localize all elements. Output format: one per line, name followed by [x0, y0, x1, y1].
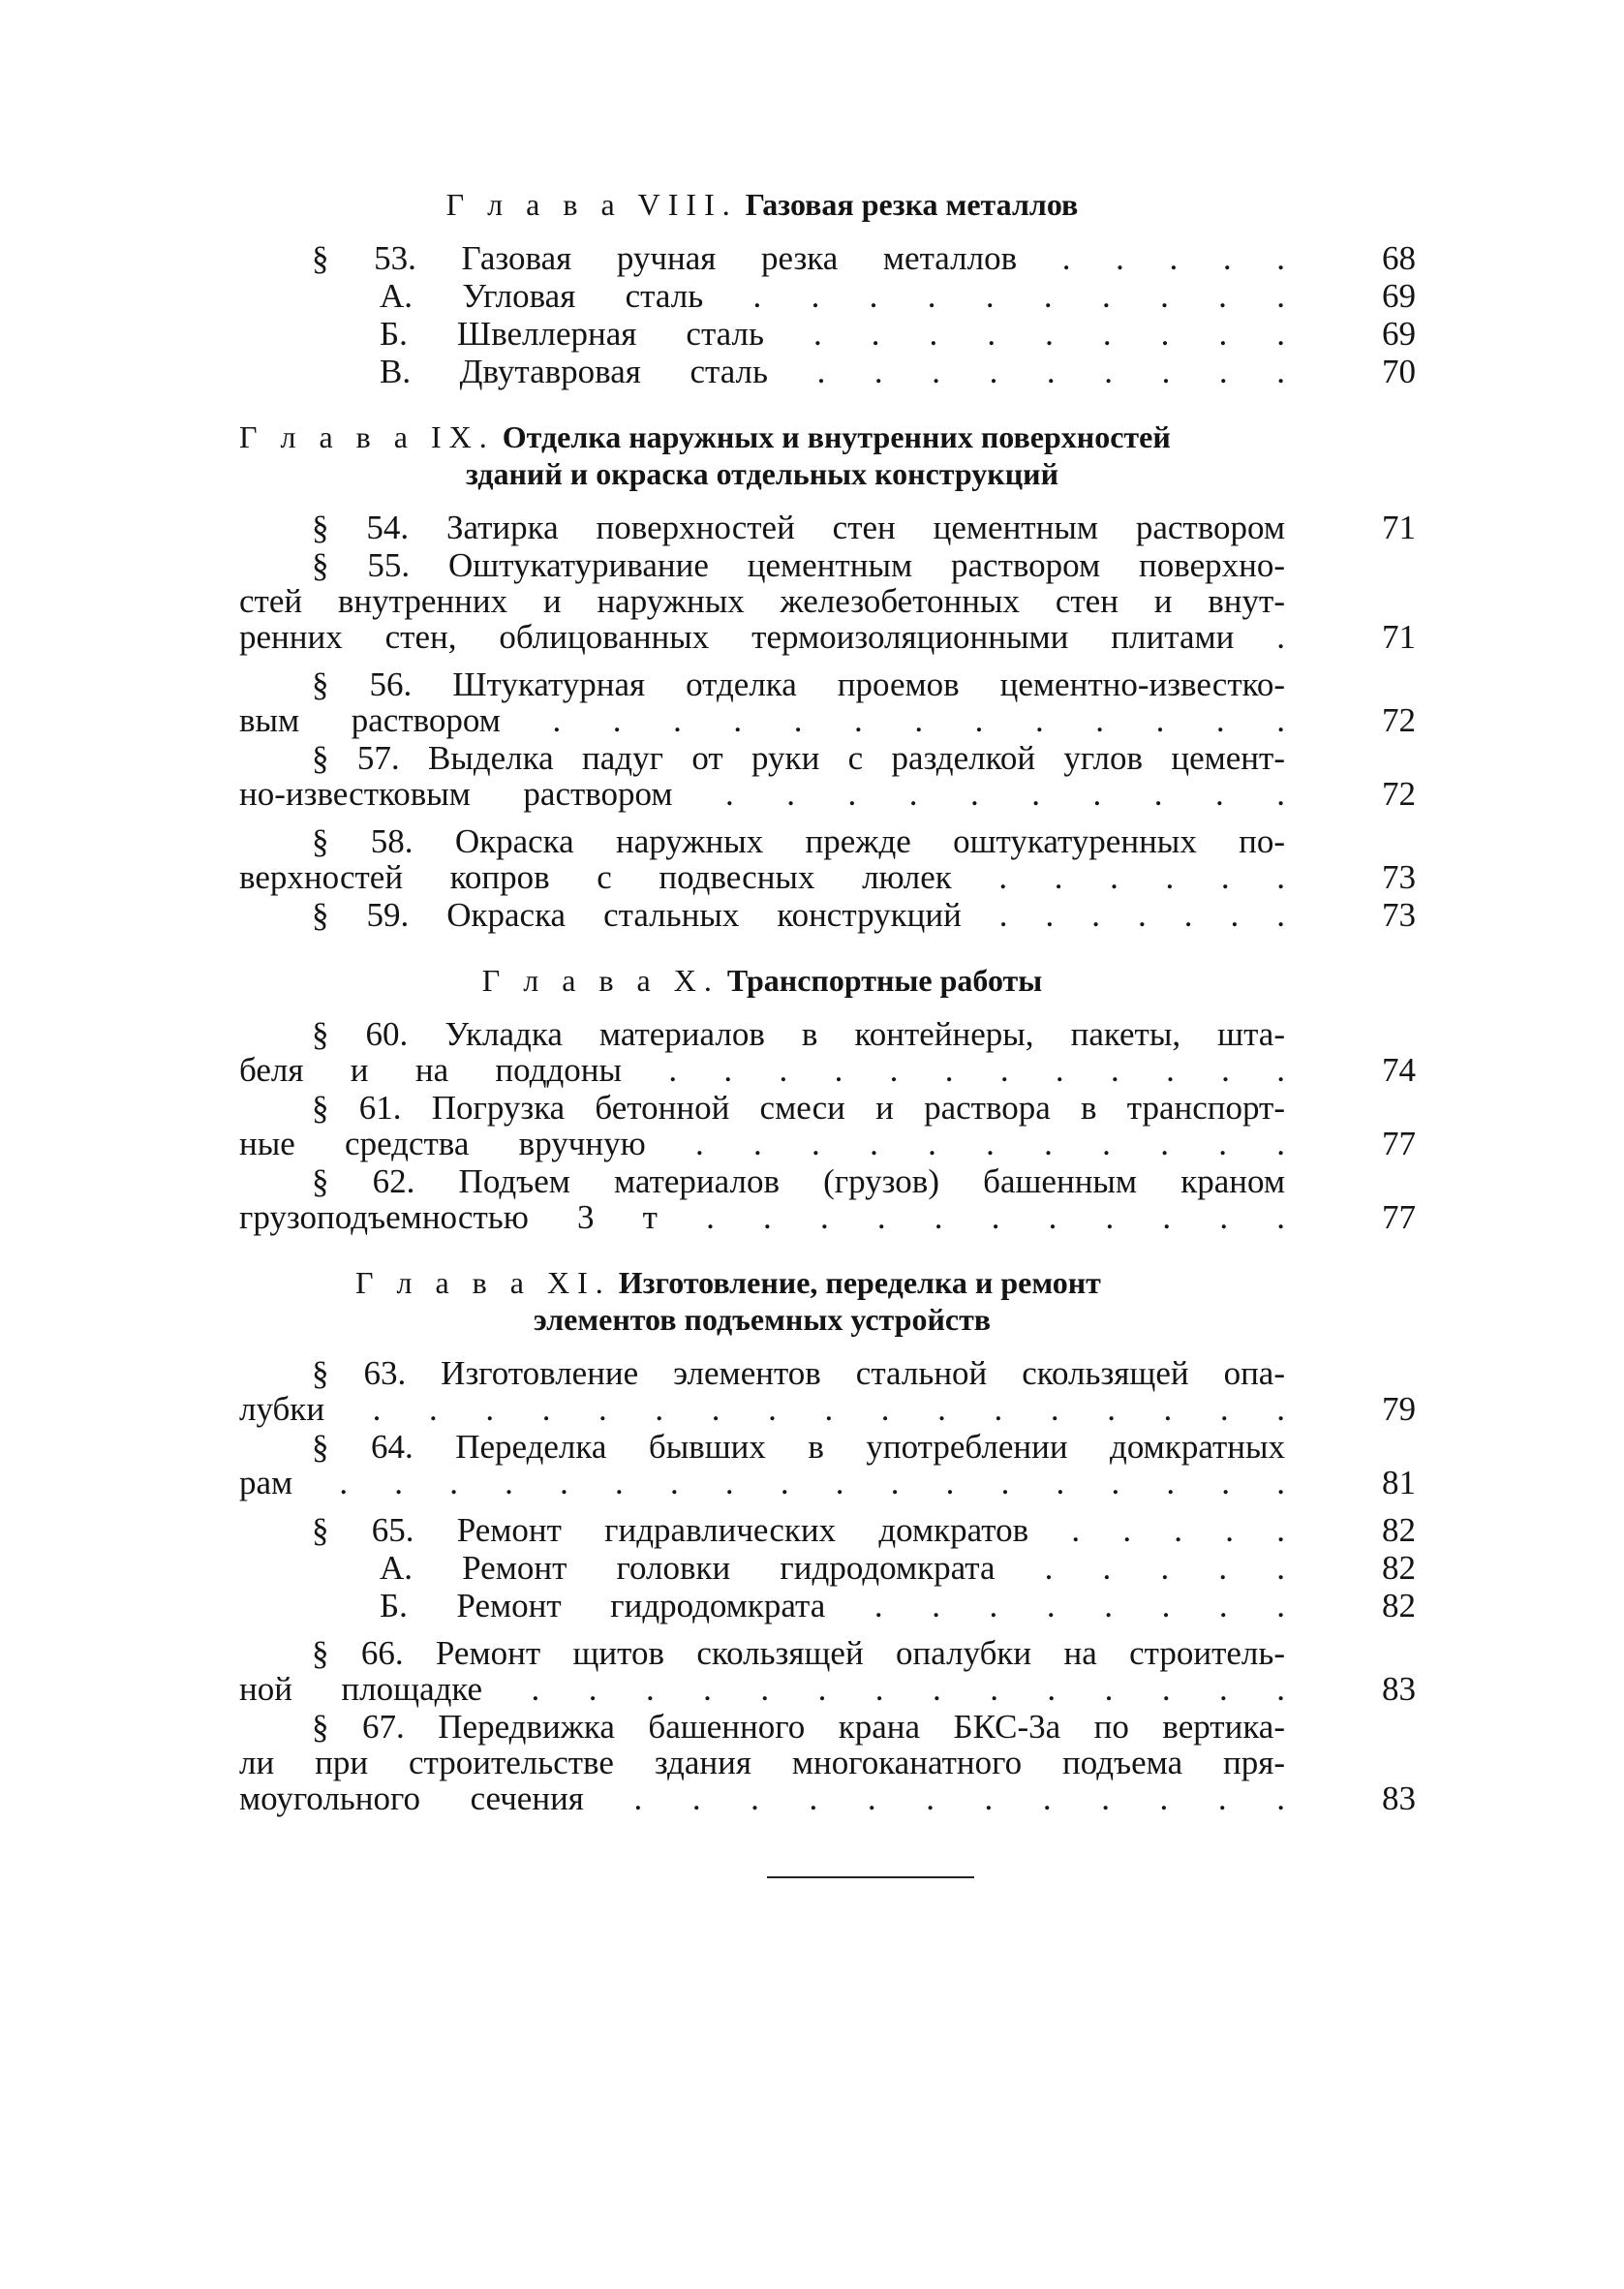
entry-line: беля и на поддоны . . . . . . . . . . . .: [239, 1051, 1285, 1089]
page-number: 68: [1382, 239, 1416, 277]
chapter-title: Отделка наружных и внутренних поверхностей: [502, 419, 1171, 454]
chapter-label: Г л а в а IX.: [239, 419, 495, 454]
entry-line: стей внутренних и наружных железобетонных стен и внут-: [239, 582, 1285, 620]
page-number: 82: [1382, 1549, 1416, 1587]
entry-line: § 63. Изготовление элементов стальной скользящей опа-: [312, 1354, 1285, 1392]
entry-text: Б. Ремонт гидродомкрата . . . . . . . .: [380, 1587, 1285, 1624]
entry-text: § 59. Окраска стальных конструкций . . . . . . .: [312, 896, 1285, 934]
chapter-heading: [239, 186, 1285, 223]
toc-entry[interactable]: [239, 1016, 1416, 1088]
chapter-heading: [239, 962, 1285, 999]
toc-entry[interactable]: [239, 666, 1416, 738]
entry-line: рам . . . . . . . . . . . . . . . . . .: [239, 1464, 1285, 1501]
toc-entry[interactable]: [239, 278, 1416, 314]
entry-line: ные средства вручную . . . . . . . . . . .: [239, 1125, 1285, 1162]
chapter-label: Г л а в а X.: [481, 963, 720, 998]
chapter-title: Газовая резка металлов: [745, 187, 1079, 222]
page-number: 71: [1382, 509, 1416, 546]
page-number: 69: [1382, 277, 1416, 315]
page-number: 74: [1382, 1051, 1416, 1089]
entry-line: но-известковым раствором . . . . . . . . . .: [239, 775, 1285, 813]
entry-line: § 55. Оштукатуривание цементным раствором поверхно-: [312, 546, 1285, 584]
page-number: 83: [1382, 1779, 1416, 1817]
page-number: 73: [1382, 896, 1416, 934]
entry-text: А. Ремонт головки гидродомкрата . . . . .: [380, 1549, 1285, 1587]
entry-line: § 60. Укладка материалов в контейнеры, пакеты, шта-: [312, 1015, 1285, 1053]
toc-entry[interactable]: [239, 1635, 1416, 1707]
entry-text: А. Угловая сталь . . . . . . . . . .: [380, 277, 1285, 315]
chapter-heading: [239, 418, 1285, 492]
page-number: 77: [1382, 1198, 1416, 1236]
page-number: 83: [1382, 1670, 1416, 1708]
chapter-title: Транспортные работы: [726, 963, 1043, 998]
entry-line: § 67. Передвижка башенного крана БКС-3а по вертика-: [312, 1708, 1285, 1746]
entry-line: § 57. Выделка падуг от руки с разделкой углов цемент-: [312, 739, 1285, 777]
entry-line: ренних стен, облицованных термоизоляционными плитами .: [239, 618, 1285, 656]
toc-entry[interactable]: [239, 316, 1416, 352]
toc-entry[interactable]: [239, 547, 1416, 655]
page-number: 73: [1382, 858, 1416, 896]
toc-entry[interactable]: [239, 823, 1416, 895]
entry-line: лубки . . . . . . . . . . . . . . . . .: [239, 1390, 1285, 1428]
chapter-label: Г л а в а XI.: [355, 1265, 611, 1300]
chapter-heading: [239, 1264, 1285, 1338]
toc-entry[interactable]: [239, 1163, 1416, 1235]
toc-entry[interactable]: [239, 1355, 1416, 1427]
chapter-entries: [239, 1355, 1416, 1816]
entry-text: В. Двутавровая сталь . . . . . . . . .: [380, 353, 1285, 390]
toc-entry[interactable]: [239, 1429, 1416, 1500]
page-number: 70: [1382, 353, 1416, 390]
end-rule: [767, 1876, 974, 1878]
entry-text: § 53. Газовая ручная резка металлов . . . . .: [312, 239, 1285, 277]
entry-line: § 64. Переделка бывших в употреблении домкратных: [312, 1428, 1285, 1466]
page-number: 79: [1382, 1390, 1416, 1428]
entry-line: ной площадке . . . . . . . . . . . . . .: [239, 1670, 1285, 1708]
entry-line: § 66. Ремонт щитов скользящей опалубки на строитель-: [312, 1634, 1285, 1672]
chapter-title: Изготовление, переделка и ремонт: [618, 1265, 1101, 1300]
toc-entry[interactable]: [239, 240, 1416, 276]
page-number: 81: [1382, 1464, 1416, 1501]
page-number: 69: [1382, 315, 1416, 353]
entry-text: § 65. Ремонт гидравлических домкратов . . . . .: [312, 1511, 1285, 1549]
toc-entry[interactable]: [239, 897, 1416, 933]
entry-line: ли при строительстве здания многоканатного подъема пря-: [239, 1744, 1285, 1781]
chapter-entries: [239, 240, 1416, 389]
entry-line: моугольного сечения . . . . . . . . . . . .: [239, 1779, 1285, 1817]
chapter-entries: [239, 510, 1416, 933]
page-number: 82: [1382, 1587, 1416, 1624]
toc-entry[interactable]: [239, 1550, 1416, 1586]
page-number: 82: [1382, 1511, 1416, 1549]
entry-line: верхностей копров с подвесных люлек . . . . . .: [239, 858, 1285, 896]
chapter-title-continued: зданий и окраска отдельных конструкций: [465, 456, 1059, 491]
entry-text: Б. Швеллерная сталь . . . . . . . . .: [380, 315, 1285, 353]
toc-entry[interactable]: [239, 1709, 1416, 1816]
toc-entry[interactable]: [239, 510, 1416, 545]
table-of-contents: [239, 186, 1416, 1845]
entry-line: § 56. Штукатурная отделка проемов цементно-известко-: [312, 665, 1285, 703]
page-number: 72: [1382, 775, 1416, 813]
toc-entry[interactable]: [239, 1090, 1416, 1161]
chapter-label: Г л а в а VIII.: [445, 187, 738, 222]
entry-text: § 54. Затирка поверхностей стен цементным раствором: [312, 509, 1285, 546]
chapter-title-continued: элементов подъемных устройств: [533, 1302, 992, 1337]
toc-entry[interactable]: [239, 1588, 1416, 1624]
page-number: 71: [1382, 618, 1416, 656]
entry-line: § 61. Погрузка бетонной смеси и раствора в транспорт-: [312, 1089, 1285, 1127]
page-number: 77: [1382, 1125, 1416, 1162]
toc-entry[interactable]: [239, 354, 1416, 389]
toc-entry[interactable]: [239, 1512, 1416, 1548]
page-number: 72: [1382, 701, 1416, 739]
entry-line: § 62. Подъем материалов (грузов) башенным краном: [312, 1162, 1285, 1200]
entry-line: грузоподъемностью 3 т . . . . . . . . . . .: [239, 1198, 1285, 1236]
toc-entry[interactable]: [239, 740, 1416, 812]
entry-line: вым раствором . . . . . . . . . . . . .: [239, 701, 1285, 739]
entry-line: § 58. Окраска наружных прежде оштукатуренных по-: [312, 822, 1285, 860]
chapter-entries: [239, 1016, 1416, 1235]
